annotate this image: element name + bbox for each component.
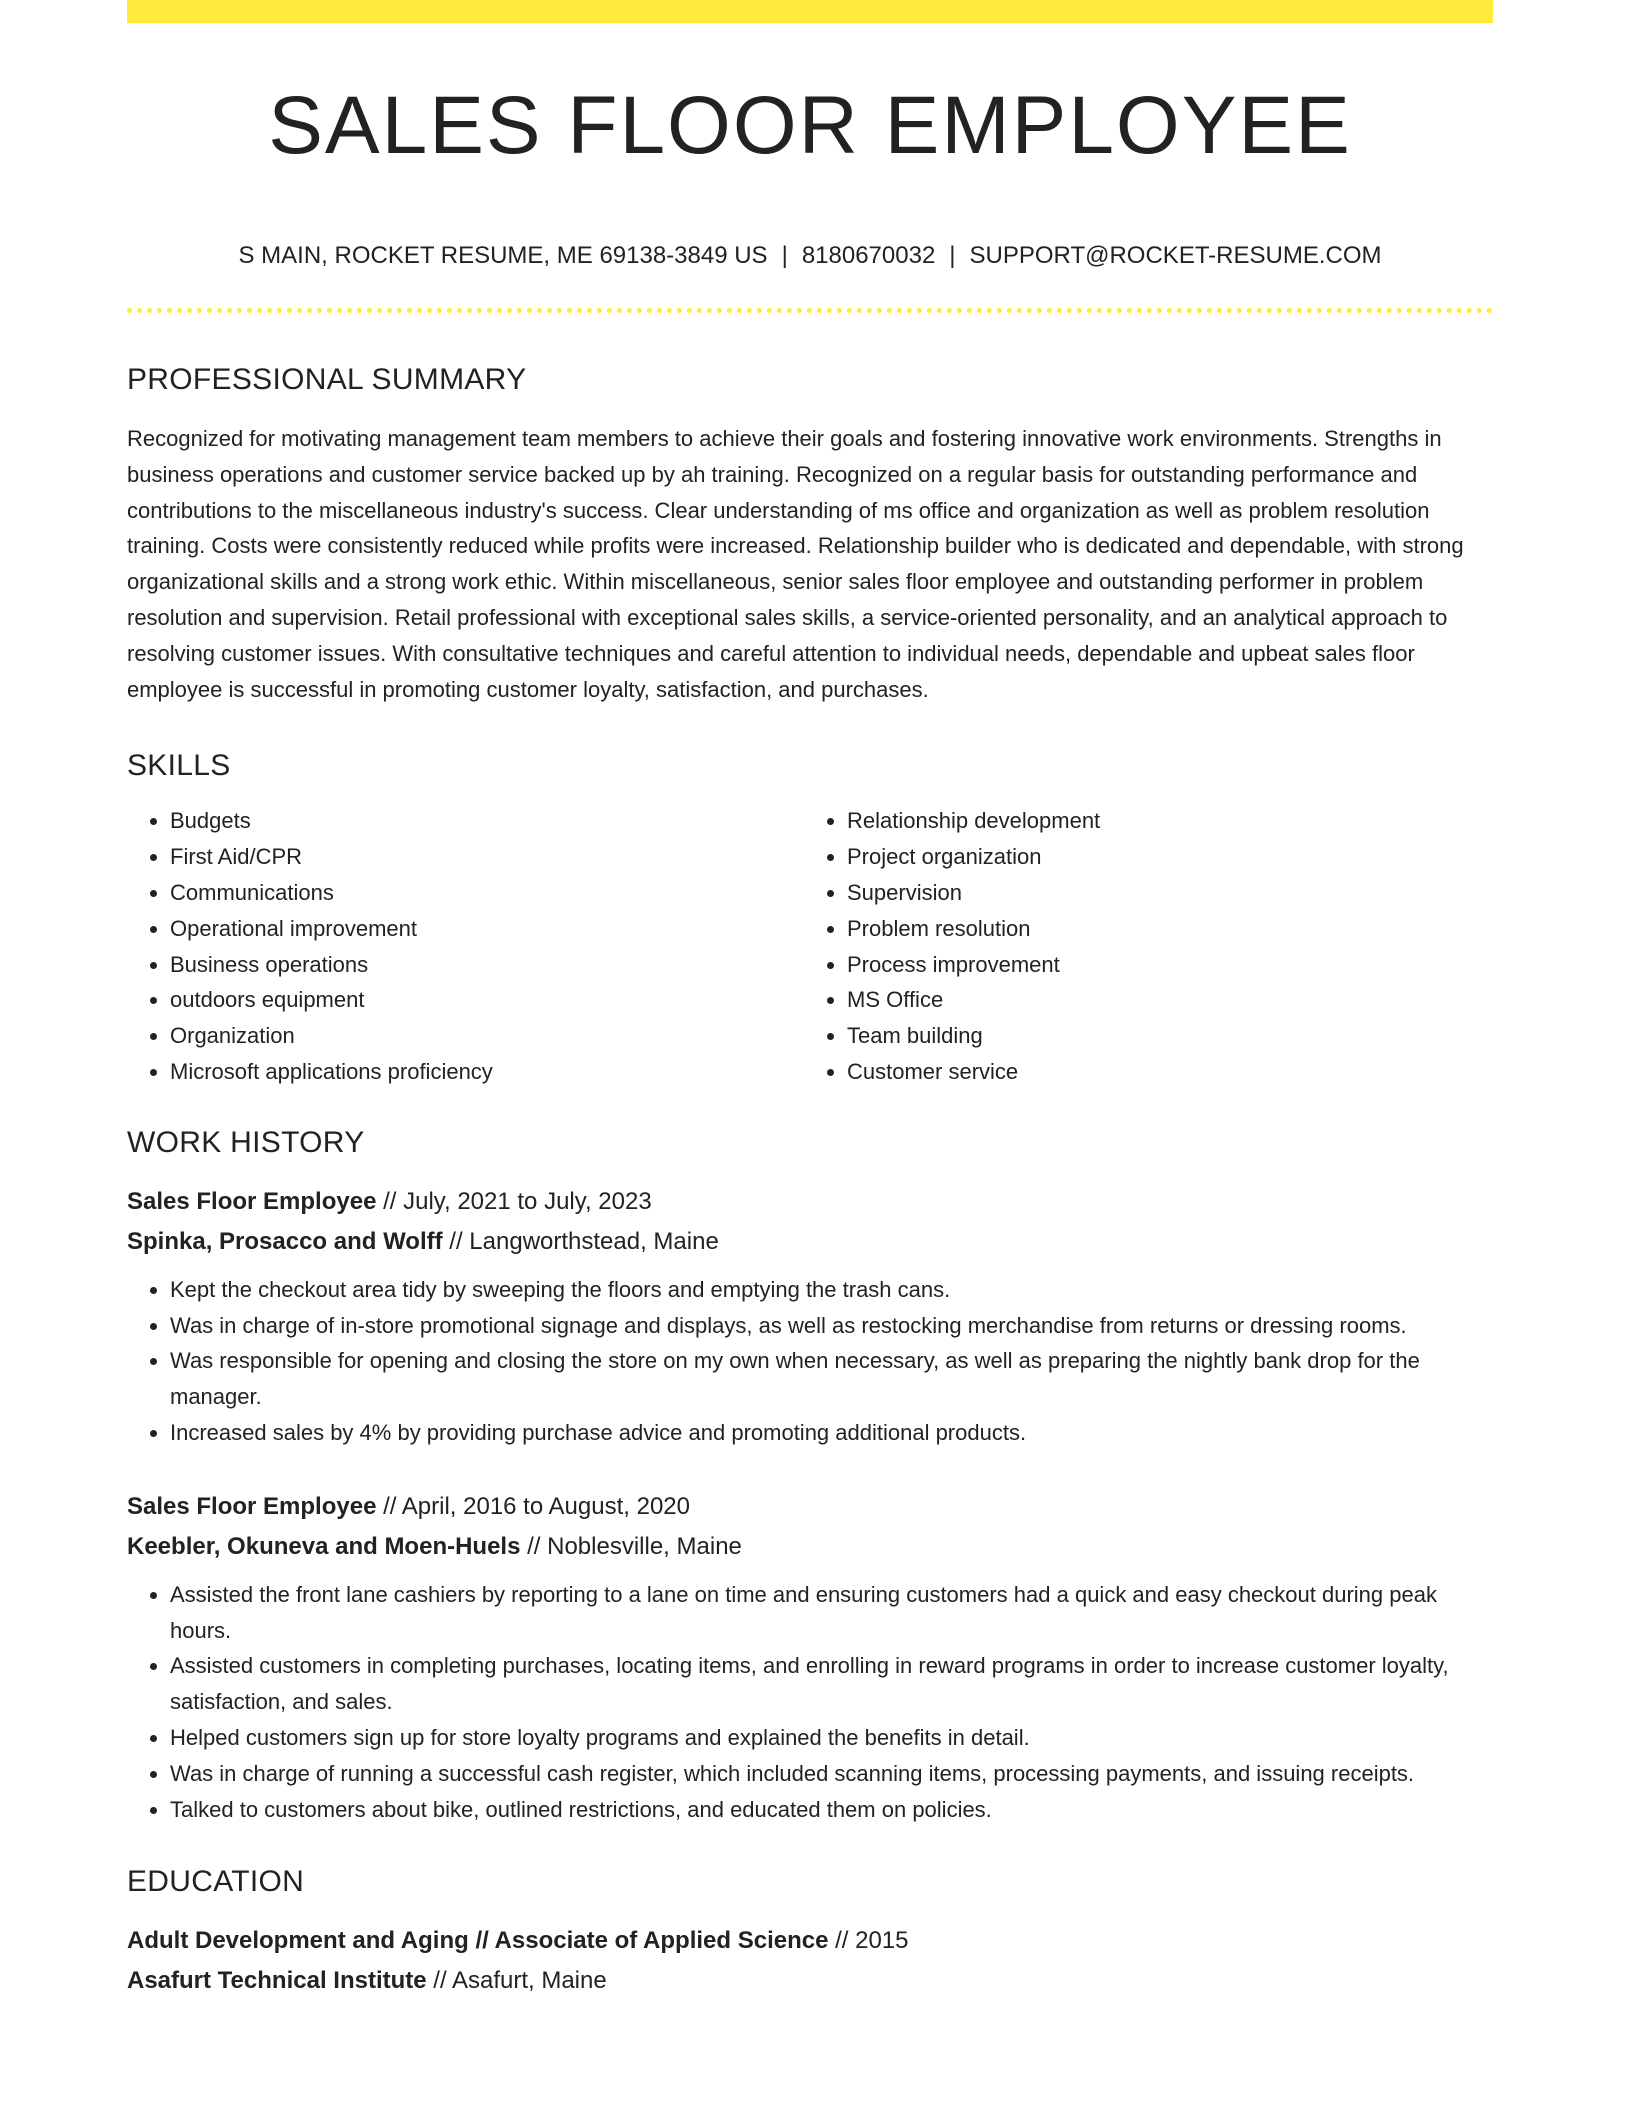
job-bullet: • Was in charge of running a successful cash register, which included scanning items, processing payments, and issuing receipts. (170, 1756, 1493, 1792)
job-dates: // April, 2016 to August, 2020 (383, 1492, 690, 1520)
resume-page (127, 0, 1493, 2001)
job-role: Sales Floor Employee (127, 1187, 377, 1215)
education-heading: EDUCATION (127, 1865, 305, 1899)
job-location: // Langworthstead, Maine (449, 1227, 719, 1255)
education-degree-line (127, 1921, 1493, 1961)
education-year: // 2015 (835, 1927, 909, 1955)
skill-item: • Team building (847, 1018, 1477, 1054)
job-bullet: • Increased sales by 4% by providing purchase advice and promoting additional products. (170, 1415, 1493, 1451)
job-title-line (127, 1487, 1493, 1527)
job-bullet: • Assisted customers in completing purchases, locating items, and enrolling in reward programs in order to increase customer loyalty, satisfaction, and sales. (170, 1648, 1493, 1720)
job-bullet: • Helped customers sign up for store loyalty programs and explained the benefits in detail. (170, 1720, 1493, 1756)
skill-item: • outdoors equipment (170, 982, 800, 1018)
job-role: Sales Floor Employee (127, 1492, 377, 1520)
skill-item: • Microsoft applications proficiency (170, 1054, 800, 1090)
summary-text: Recognized for motivating management team members to achieve their goals and fostering innovative work environments. Strengths in business operations and customer service backed up by ah training. Recognized on a regular basis for outstanding performance and contributions to the miscellaneous industry's success. Clear understanding of ms office and organization as well as problem resolution training. Costs were consistently reduced while profits were increased. Relationship builder who is dedicated and dependable, with strong organizational skills and a strong work ethic. Within miscellaneous, senior sales floor employee and outstanding performer in problem resolution and supervision. Retail professional with exceptional sales skills, a service-oriented personality, and an analytical approach to resolving customer issues. With consultative techniques and careful attention to individual needs, dependable and upbeat sales floor employee is successful in promoting customer loyalty, satisfaction, and purchases. (127, 426, 1464, 702)
education-degree: Adult Development and Aging // Associate of Applied Science (127, 1927, 829, 1955)
contact-phone: 8180670032 (801, 242, 936, 269)
job-bullet: • Was in charge of in-store promotional signage and displays, as well as restocking merchandise from returns or dressing rooms. (170, 1308, 1493, 1344)
contact-line (127, 244, 1493, 268)
skill-item: • Project organization (847, 839, 1477, 875)
skills-column-right (800, 803, 1477, 1089)
contact-separator: | (781, 242, 788, 269)
skill-item: • Budgets (170, 803, 800, 839)
education-school-line (127, 1961, 1493, 2001)
contact-separator: | (949, 242, 956, 269)
skill-item: • Relationship development (847, 803, 1477, 839)
education-entry (127, 1921, 1493, 2001)
skill-item: • MS Office (847, 982, 1477, 1018)
job-company-line (127, 1222, 1493, 1262)
skill-item: • First Aid/CPR (170, 839, 800, 875)
skill-item: • Problem resolution (847, 911, 1477, 947)
job-company: Spinka, Prosacco and Wolff (127, 1227, 443, 1255)
skills-heading: SKILLS (127, 749, 231, 783)
resume-name: SALES FLOOR EMPLOYEE (268, 80, 1352, 171)
job-bullet: • Talked to customers about bike, outlined restrictions, and educated them on policies. (170, 1792, 1493, 1828)
skill-item: • Communications (170, 875, 800, 911)
job-company-line (127, 1527, 1493, 1567)
skill-item: • Organization (170, 1018, 800, 1054)
job-company: Keebler, Okuneva and Moen-Huels (127, 1532, 521, 1560)
contact-email: SUPPORT@ROCKET-RESUME.COM (969, 242, 1382, 269)
contact-address: S MAIN, ROCKET RESUME, ME 69138-3849 US (238, 242, 768, 269)
job-bullet: • Kept the checkout area tidy by sweeping the floors and emptying the trash cans. (170, 1272, 1493, 1308)
education-location: // Asafurt, Maine (433, 1967, 607, 1995)
job-bullet: • Assisted the front lane cashiers by reporting to a lane on time and ensuring customers had a quick and easy checkout during peak hours. (170, 1577, 1493, 1649)
job-entry (127, 1487, 1493, 1828)
skills-column-left (127, 803, 800, 1089)
dotted-divider (127, 308, 1493, 313)
skill-item: • Business operations (170, 947, 800, 983)
job-title-line (127, 1182, 1493, 1222)
job-entry (127, 1182, 1493, 1451)
summary-heading: PROFESSIONAL SUMMARY (127, 363, 527, 396)
work-history-heading: WORK HISTORY (127, 1125, 365, 1159)
skills-list (127, 803, 1493, 1089)
accent-top-bar (127, 0, 1493, 23)
skill-item: • Customer service (847, 1054, 1477, 1090)
education-school: Asafurt Technical Institute (127, 1967, 427, 1995)
skill-item: • Operational improvement (170, 911, 800, 947)
job-location: // Noblesville, Maine (527, 1532, 742, 1560)
job-dates: // July, 2021 to July, 2023 (383, 1187, 652, 1215)
job-bullets (127, 1577, 1493, 1828)
skill-item: • Supervision (847, 875, 1477, 911)
job-bullet: • Was responsible for opening and closing the store on my own when necessary, as well as preparing the nightly bank drop for the manager. (170, 1343, 1493, 1415)
job-bullets (127, 1272, 1493, 1451)
skill-item: • Process improvement (847, 947, 1477, 983)
